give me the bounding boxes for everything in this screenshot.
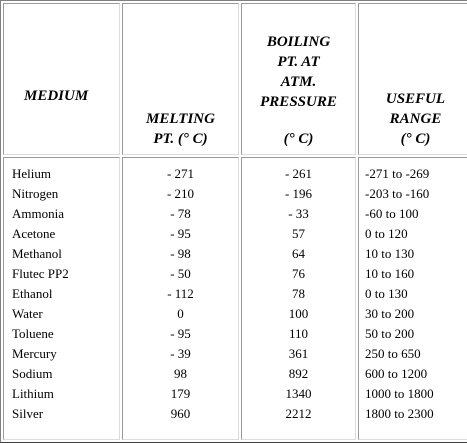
boiling-header-line-2: PT. AT	[277, 54, 320, 70]
medium-name: Sodium	[12, 366, 53, 381]
medium-name: Methanol	[12, 246, 62, 261]
column-header-melting-point	[122, 3, 239, 155]
medium-name: Acetone	[12, 226, 56, 241]
medium-name: Toluene	[12, 326, 54, 341]
useful-range-value: 30 to 200	[365, 306, 415, 321]
boiling-point-value: 892	[288, 366, 309, 381]
boiling-header-line-3: ATM.	[280, 74, 317, 90]
melting-point-value: - 98	[170, 246, 191, 261]
melting-point-value: 960	[170, 406, 191, 421]
table-body-row	[3, 157, 467, 440]
medium-name: Water	[12, 306, 43, 321]
useful-range-value: 1800 to 2300	[365, 406, 434, 421]
melting-header-line-1: MELTING	[146, 111, 215, 127]
column-header-boiling-point	[241, 3, 356, 155]
melting-point-value: - 95	[170, 226, 191, 241]
melting-point-value: - 271	[166, 166, 195, 181]
boiling-header-line-5: (° C)	[283, 131, 314, 147]
boiling-header-line-4: PRESSURE	[260, 94, 337, 110]
medium-name: Silver	[12, 406, 44, 421]
boiling-point-value: 76	[292, 266, 305, 281]
medium-name: Lithium	[12, 386, 54, 401]
boiling-point-value: 100	[288, 306, 309, 321]
useful-range-value: 600 to 1200	[365, 366, 428, 381]
useful-range-column-cell	[358, 157, 467, 440]
medium-name: Ethanol	[12, 286, 53, 301]
melting-point-value: - 50	[170, 266, 191, 281]
medium-name: Helium	[12, 166, 51, 181]
boiling-point-value: - 261	[284, 166, 313, 181]
useful-range-value: 250 to 650	[365, 346, 421, 361]
melting-point-value: - 95	[170, 326, 191, 341]
medium-name: Flutec PP2	[12, 266, 69, 281]
boiling-point-value: - 33	[288, 206, 309, 221]
boiling-point-value: 64	[292, 246, 305, 261]
useful-range-value: 0 to 120	[365, 226, 408, 241]
useful-range-value: 50 to 200	[365, 326, 415, 341]
useful-range-value: 0 to 130	[365, 286, 408, 301]
useful-range-value: -60 to 100	[365, 206, 419, 221]
boiling-point-value: 361	[288, 346, 309, 361]
boiling-point-value: 2212	[285, 406, 312, 421]
melting-point-value: 98	[174, 366, 187, 381]
boiling-point-value: 57	[292, 226, 305, 241]
medium-column-cell	[3, 157, 120, 440]
melting-point-value: - 39	[170, 346, 191, 361]
useful-header-line-3: (° C)	[400, 131, 431, 147]
column-header-useful-range	[358, 3, 467, 155]
useful-range-value: -271 to -269	[365, 166, 430, 181]
melting-header-line-2: PT. (° C)	[153, 131, 208, 147]
table-header-row	[3, 3, 467, 155]
useful-header-line-1: USEFUL	[385, 91, 446, 107]
boiling-point-value: 78	[292, 286, 305, 301]
medium-header-label: MEDIUM	[24, 87, 89, 104]
medium-name: Nitrogen	[12, 186, 59, 201]
melting-point-value: 0	[177, 306, 184, 321]
useful-range-value: -203 to -160	[365, 186, 430, 201]
melting-point-value: - 112	[167, 286, 194, 301]
useful-header-line-2: RANGE	[389, 111, 442, 127]
melting-column-cell	[122, 157, 239, 440]
medium-name: Mercury	[12, 346, 57, 361]
useful-range-value: 10 to 160	[365, 266, 415, 281]
useful-range-value: 10 to 130	[365, 246, 415, 261]
boiling-point-value: - 196	[284, 186, 313, 201]
melting-point-value: - 78	[170, 206, 191, 221]
boiling-point-value: 110	[288, 326, 309, 341]
medium-name: Ammonia	[12, 206, 64, 221]
melting-point-value: - 210	[166, 186, 195, 201]
boiling-column-cell	[241, 157, 356, 440]
column-header-medium	[3, 3, 120, 155]
useful-range-value: 1000 to 1800	[365, 386, 434, 401]
boiling-point-value: 1340	[285, 386, 312, 401]
boiling-header-line-1: BOILING	[266, 34, 331, 50]
melting-point-value: 179	[170, 386, 191, 401]
